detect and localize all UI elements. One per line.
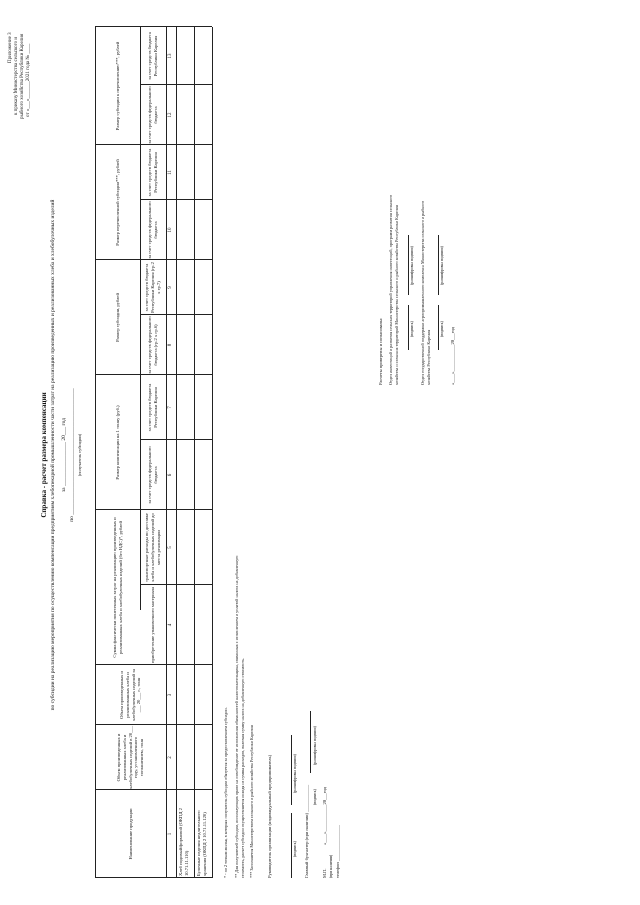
- accountant-signature-label: Главный бухгалтер (при наличии) ____________: [304, 784, 309, 878]
- col-header-to-transfer-regional: за счет средств бюджета Республики Карелия: [147, 32, 158, 80]
- appendix-line-4: от «___»_______2021 года № ____: [26, 43, 31, 117]
- col-header-volume-agreement: Объем произведенных и реализованных хлеба и хлебобулочных изделий в 20___ году, установленного соглашением, тонн: [116, 725, 145, 789]
- phone-line: телефон ________________: [335, 825, 340, 878]
- col-number: 12: [168, 112, 173, 118]
- col-number: 2: [168, 756, 173, 759]
- col-number: 6: [168, 473, 173, 477]
- stamp-note: (при наличии): [329, 854, 333, 878]
- col-number: 8: [168, 343, 173, 347]
- col-header-subsidy-federal: за счет средств федерального бюджета (гр.2 х гр.6): [147, 316, 158, 374]
- table-row-label: Хлеб подовый/формовой (ОКПД 2 10.71.11.110): [178, 808, 189, 876]
- col-number: 3: [168, 693, 173, 697]
- head-signature-label: Руководитель организации (индивидуальный предприниматель): [267, 754, 272, 878]
- accountant-name-caption: (расшифровка подписи): [313, 726, 317, 765]
- col-number: 1: [168, 832, 173, 836]
- col-group-transferred: Размер перечисленной субсидии***, рублей: [114, 159, 120, 246]
- col-group-costs: Сумма фактически понесенных затрат на реализацию произведенных и реализованных хлеба и хлебобулочных изделий (без НДС)*, рублей: [111, 517, 123, 658]
- head-sign-caption: (подпись): [293, 841, 297, 857]
- dept2-line-b: хозяйства Республики Карелия: [426, 329, 431, 385]
- dept2-line-a: Отдел государственной поддержки агропромышленного комплекса Министерства сельского и рыбного: [420, 200, 425, 385]
- col-number: 9: [168, 286, 173, 289]
- date-line: за ________________ 20___ год: [61, 418, 67, 492]
- col-header-transferred-federal: за счет средств федерального бюджета: [147, 201, 158, 259]
- head-name-caption: (расшифровка подписи): [293, 754, 297, 793]
- accountant-sign-caption: (подпись): [313, 789, 317, 805]
- col-number: 5: [168, 546, 173, 549]
- dept1-line-a: Отдел инвестиций и развития сельских территорий управления инвестиций, программ развития сельского: [388, 194, 393, 385]
- col-header-volume-actual: Объем произведенных и реализованных хлеба и хлебобулочных изделий за ___ 20___ г., тонн: [119, 668, 142, 722]
- dept2-name-caption: (расшифровка подписи): [440, 246, 444, 285]
- col-group-to-transfer: Размер субсидии к перечислению***, рублей: [114, 41, 120, 131]
- col-header-transferred-regional: за счет средств бюджета Республики Карелия: [147, 148, 158, 197]
- footnote-2b: стоимость, расчет субсидии осуществляется исходя из суммы расходов, включая сумму налога на добавленную стоимость.: [240, 658, 245, 878]
- footnote-2a: ** Для получателей субсидии, использующих право на освобождение от исполнения обязанностей налогоплательщика, связанных с исчислением и уплатой налога на добавленную: [234, 555, 239, 878]
- col-group-compensation: Размер компенсации на 1 тонну (руб.): [114, 405, 120, 480]
- col-group-subsidy: Размер субсидии, рублей: [114, 293, 120, 342]
- page-subtitle: по субсидии на реализацию мероприятия по осуществлению компенсации предприятиям хлебопекарной промышленности части затрат на реализацию произведенных и реализованных хлеба и хлебобулочных изделий: [50, 199, 56, 711]
- col-header-to-transfer-federal: за счет средств федерального бюджета: [147, 86, 158, 144]
- right-date: «____»____________20___год: [450, 327, 455, 385]
- col-header-comp-regional: за счет средств бюджета Республики Карелия: [147, 383, 158, 432]
- checked-label: Расчеты проверены и согласованы:: [378, 317, 383, 385]
- appendix-line-3: рыбного хозяйства Республики Карелия: [20, 33, 25, 119]
- stamp-label: М.П.: [322, 868, 327, 878]
- col-header-product: Наименование продукции: [127, 808, 133, 860]
- col-header-transport: транспортные расходы по доставке хлеба и хлебобулочных изделий до места реализации: [144, 513, 161, 582]
- left-date: «____»____________20___год: [322, 787, 327, 845]
- col-number: 7: [168, 406, 173, 409]
- recipient-line: по ______________________________________________: [69, 388, 75, 522]
- col-number: 10: [168, 227, 173, 233]
- col-number: 11: [168, 170, 173, 175]
- col-number: 4: [168, 623, 173, 627]
- recipient-caption: (получатель субсидии): [77, 433, 82, 477]
- col-header-subsidy-regional: за счет средств бюджета Республики Карелия (гр.2 х гр.7): [144, 262, 161, 313]
- appendix-line-2: к приказу Министерства сельского и: [14, 36, 19, 115]
- dept1-sign-caption: (подпись): [410, 321, 414, 337]
- col-number: 13: [168, 53, 173, 59]
- footnote-3: *** Заполняется Министерством сельского и рыбного хозяйства Республики Карелия: [249, 725, 254, 878]
- page-title: Справка - расчет размера компенсации: [40, 392, 48, 518]
- dept2-sign-caption: (подпись): [440, 321, 444, 337]
- col-header-comp-federal: за счет средств федерального бюджета: [147, 446, 158, 504]
- col-header-packaging: приобретение упаковочного материала: [150, 586, 156, 664]
- table-row-label: Булочные изделия недлительного хранения (ОКПД 2 10.71.11.120): [196, 810, 207, 876]
- appendix-line-1: Приложение 3: [8, 32, 13, 63]
- footnote-1: * - по 2 точкам жилья, в которых получатель субсидии обязуется за предоставлением субсидии.: [223, 707, 228, 878]
- dept1-line-b: хозяйства и сельских территорий Министерства сельского и рыбного хозяйства Республики Карелия: [394, 205, 399, 385]
- dept1-name-caption: (расшифровка подписи): [410, 246, 414, 285]
